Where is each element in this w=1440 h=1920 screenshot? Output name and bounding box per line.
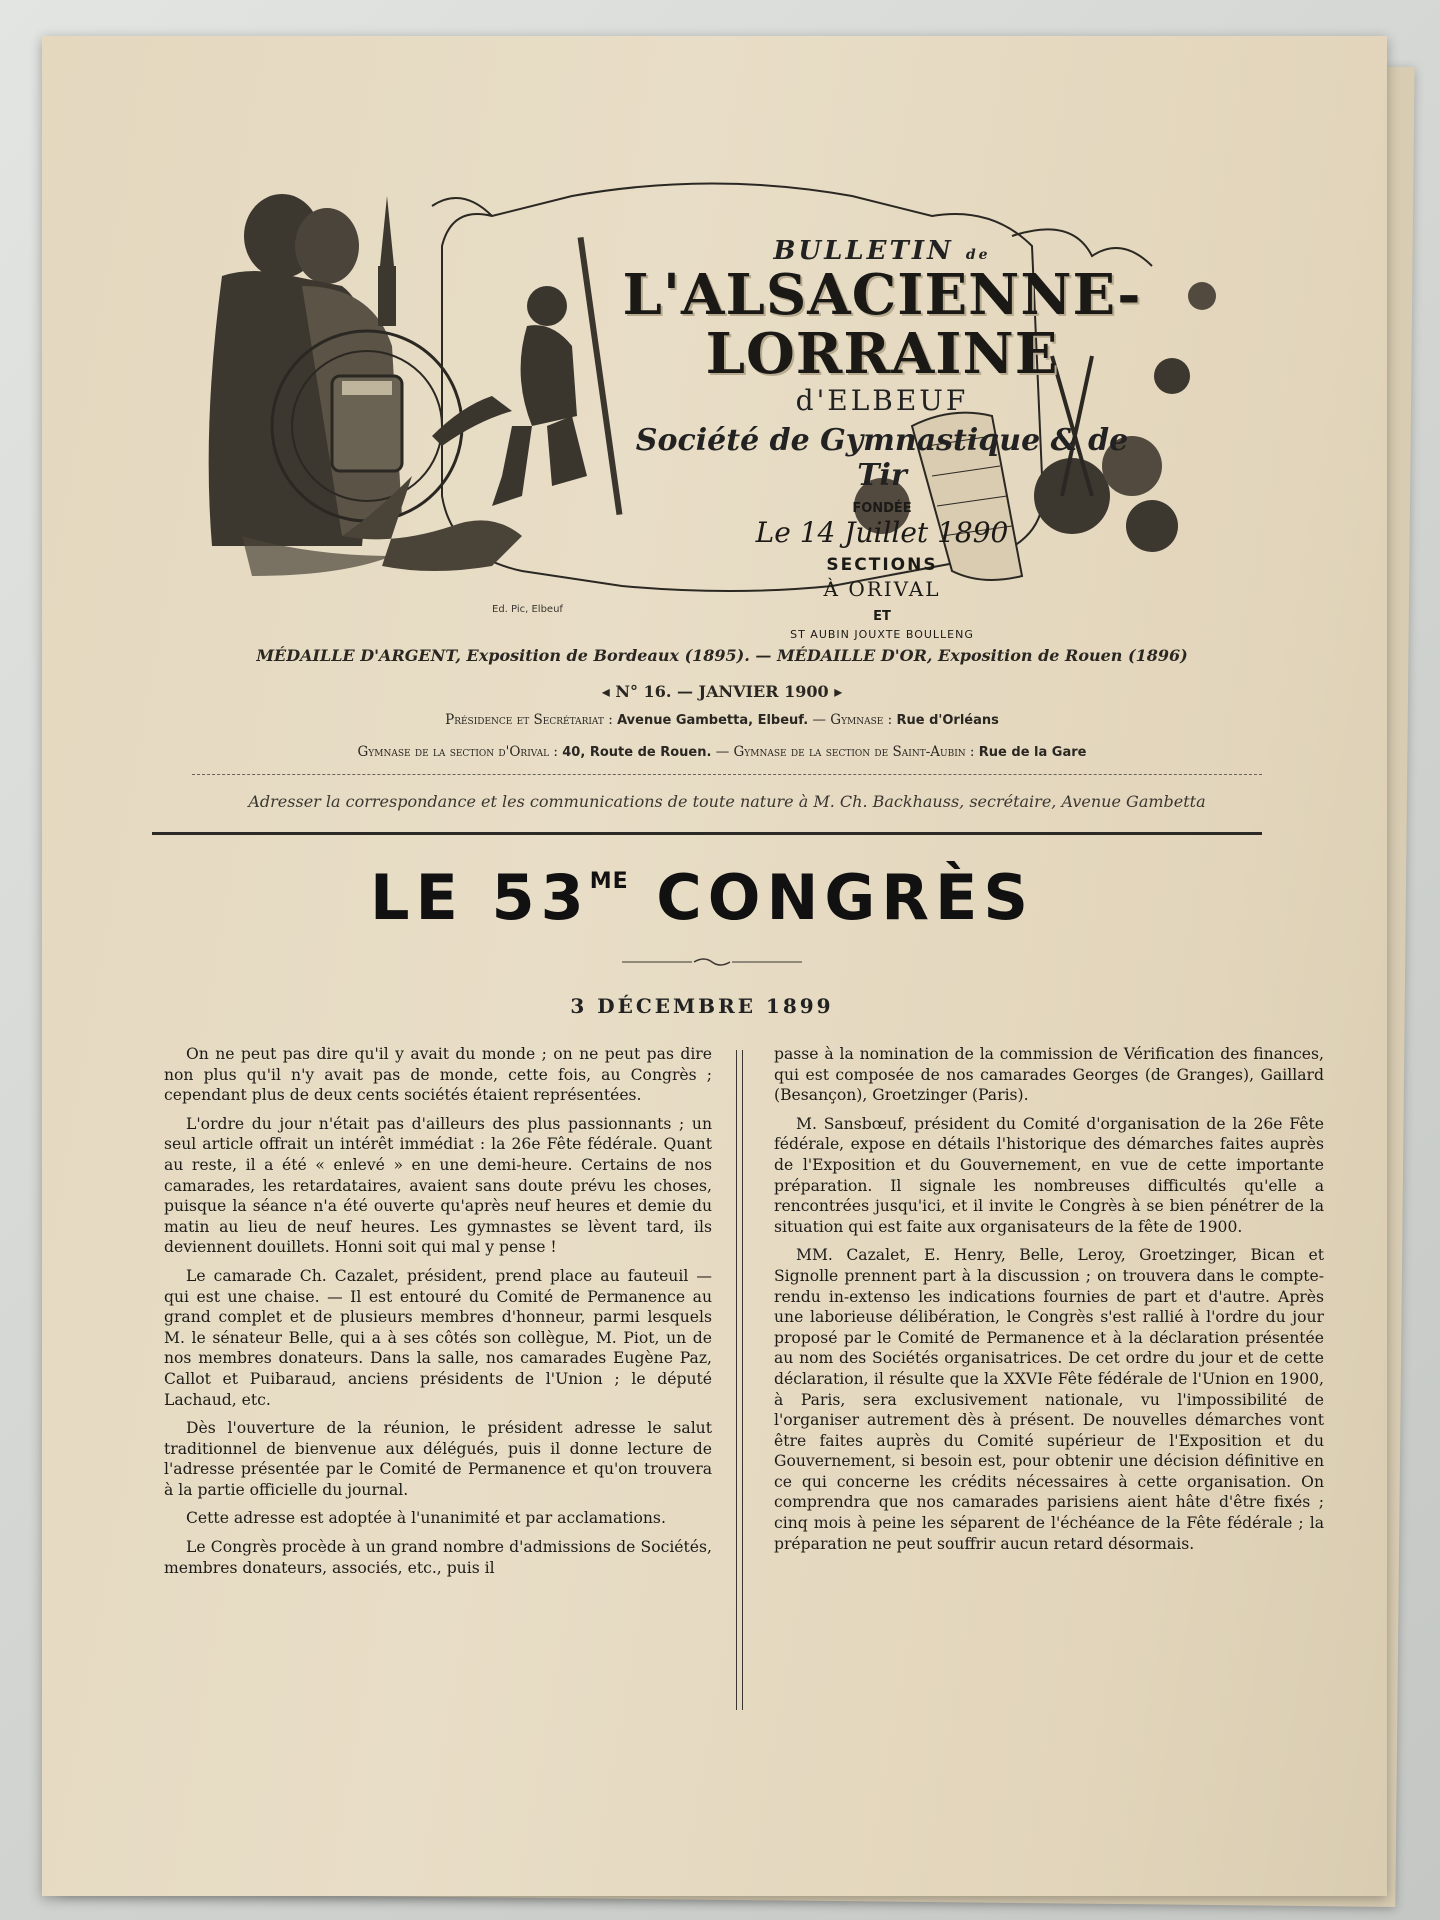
right-paragraph: passe à la nomination de la commission de Vérification des finances, qui est composée de nos camarades Georges (de Granges), Gaillard (Besançon), Groetzinger (Paris).: [774, 1045, 1324, 1105]
correspondence-line: Adresser la correspondance et les communications de toute nature à M. Ch. Backhauss, secrétaire, Avenue Gambetta: [248, 792, 1206, 811]
masthead-sections: SECTIONS: [826, 554, 938, 575]
masthead-st-aubin: ST AUBIN JOUXTE BOULLENG: [790, 627, 974, 641]
spire: [378, 196, 396, 326]
women-figures: [209, 194, 402, 546]
right-paragraph: M. Sansbœuf, président du Comité d'organisation de la 26e Fête fédérale, expose en détails l'historique des démarches faites auprès de l'Exposition et du Gouvernement, en vue de cette importante préparation. Il signale les nombreuses difficultés qu'elle a rencontrées jusqu'ici, et il invite le Congrès à se bien pénétrer de la situation qui est faite aux organisateurs de la fête de 1900.: [774, 1114, 1324, 1236]
address-line-gymnases: Gymnase de la section d'Orival : 40, Route de Rouen. — Gymnase de la section de Saint-Aubin : Rue de la Gare: [357, 744, 1087, 760]
left-paragraph: Dès l'ouverture de la réunion, le président adresse le salut traditionnel de bienvenue aux délégués, puis il donne lecture de l'adresse présentée par le Comité de Permanence et qu'on trouvera à la partie officielle du journal.: [164, 1419, 712, 1499]
issue-line: ◂ N° 16. — JANVIER 1900 ▸: [601, 682, 843, 701]
article-left-column: [164, 1044, 712, 1586]
left-paragraph: L'ordre du jour n'était pas d'ailleurs des plus passionnants ; un seul article offrait un intérêt immédiat : la 26e Fête fédérale. Quant au reste, il a été « enlevé » en une demi-heure. Certains de nos camarades, les retardataires, avaient sans doute prévu les choses, puisque la séance n'a été ouverte qu'après neuf heures et demie du matin au lieu de neuf heures. Les gymnastes se lèvent tard, ils deviennent douillets. Honni soit qui mal y pense !: [164, 1114, 712, 1257]
headline-ornament: [622, 956, 802, 968]
masthead-fondee: FONDÉE: [852, 500, 912, 516]
column-divider: [736, 1050, 743, 1710]
masthead-orival: À ORIVAL: [823, 576, 941, 601]
left-paragraph: On ne peut pas dire qu'il y avait du monde ; on ne peut pas dire non plus qu'il n'y avait pas de monde, cette fois, au Congrès ; cependant plus de deux cents sociétés étaient représentées.: [164, 1045, 712, 1105]
left-paragraph: Le Congrès procède à un grand nombre d'admissions de Sociétés, membres donateurs, associés, etc., puis il: [164, 1538, 712, 1577]
right-paragraph: MM. Cazalet, E. Henry, Belle, Leroy, Groetzinger, Bican et Signolle prennent part à la discussion ; on trouvera dans le compte-rendu in-extenso les indications fournies de part et d'autre. Après une laborieuse délibération, le Congrès s'est rallié à l'ordre du jour proposé par le Comité de Permanence et à la déclaration présentée au nom des Sociétés organisatrices. De cet ordre du jour et de cette déclaration, il résulte que la XXVIe Fête fédérale de l'Union en 1900, à Paris, sera exclusivement nationale, vu l'impossibilité de l'organiser autrement dès à présent. De nouvelles démarches vont être faites auprès du Comité supérieur de l'Exposition et du Gouvernement, si besoin est, pour obtenir une décision définitive en ce qui concerne les crédits nécessaires à cette organisation. On comprendra que nos camarades parisiens aient hâte d'être fixés ; cinq mois à peine les séparent de l'échéance de la Fête fédérale ; la préparation ne peut souffrir aucun retard désormais.: [774, 1246, 1324, 1553]
masthead: [192, 176, 1262, 641]
address-line-presidence: Présidence et Secrétariat : Avenue Gambetta, Elbeuf. — Gymnase : Rue d'Orléans: [445, 712, 999, 728]
masthead-bulletin: BULLETIN de: [773, 236, 991, 266]
medals-line: MÉDAILLE D'ARGENT, Exposition de Bordeaux (1895). — MÉDAILLE D'OR, Exposition de Rouen (1896): [256, 646, 1188, 665]
dashed-rule: [192, 774, 1262, 775]
kneeling-gymnast: [432, 237, 622, 515]
header-rule: [152, 832, 1262, 835]
masthead-founded-date: Le 14 Juillet 1890: [755, 515, 1009, 549]
masthead-subtitle: Société de Gymnastique & de Tir: [635, 422, 1129, 493]
article-dateline: 3 DÉCEMBRE 1899: [570, 994, 834, 1018]
left-paragraph: Le camarade Ch. Cazalet, président, prend place au fauteuil — qui est une chaise. — Il est entouré du Comité de Permanence au grand complet et de plusieurs membres d'honneur, parmi lesquels M. le sénateur Belle, qui a à ses côtés son collègue, M. Piot, un de nos membres donateurs. Dans la salle, nos camarades Eugène Paz, Callot et Puibaraud, anciens présidents de l'Union ; le député Lachaud, etc.: [164, 1266, 712, 1409]
article-right-column: [774, 1044, 1324, 1562]
article-headline: LE $53^{ME}$ CONGRÈS: [370, 861, 1034, 934]
masthead-elbeuf: d'ELBEUF: [795, 383, 969, 417]
masthead-imprint: Ed. Pic, Elbeuf: [492, 604, 563, 615]
newspaper-page: [42, 36, 1387, 1896]
masthead-title: L'ALSACIENNE-LORRAINE: [622, 262, 1142, 387]
article-columns: [124, 1044, 1324, 1744]
masthead-title-block: [622, 236, 1142, 641]
masthead-et: ET: [873, 608, 891, 624]
left-paragraph: Cette adresse est adoptée à l'unanimité et par acclamations.: [186, 1509, 666, 1528]
